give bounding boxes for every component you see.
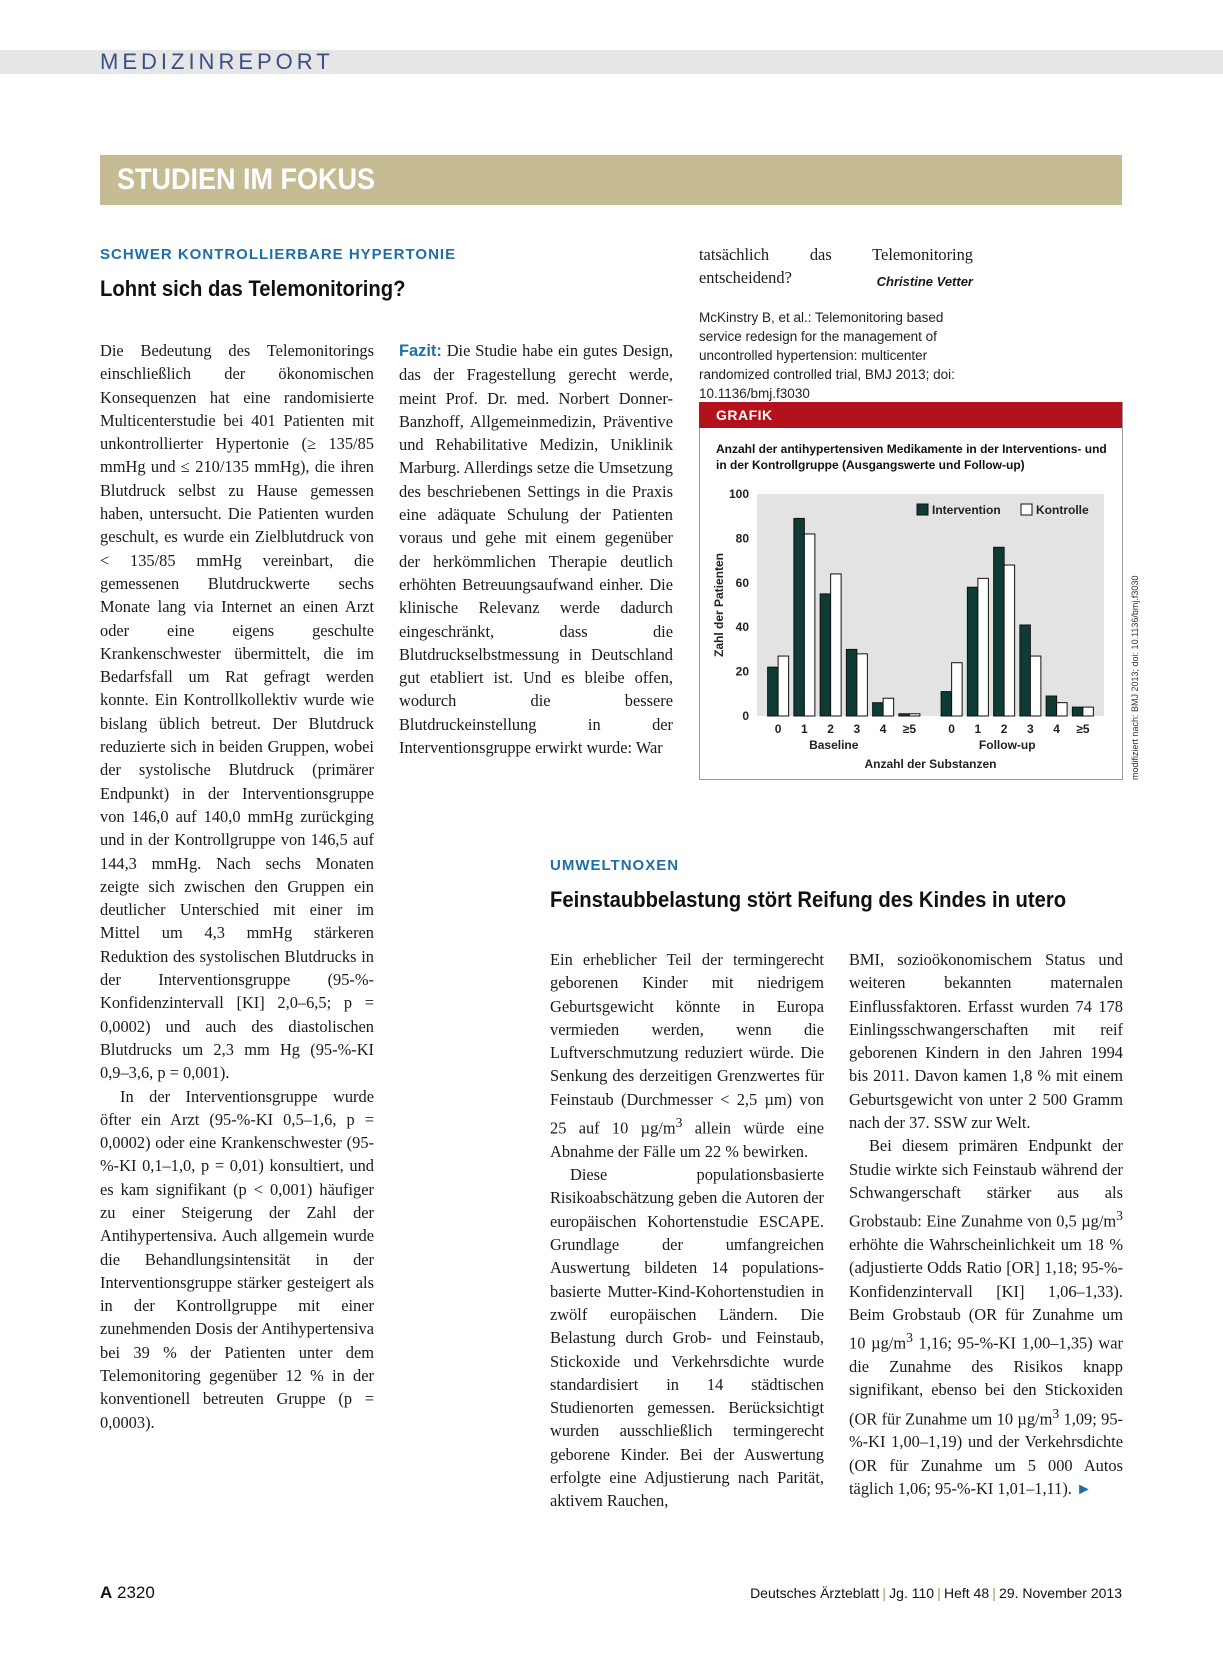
legend-swatch-intervention xyxy=(917,504,928,515)
group-label: Follow-up xyxy=(978,738,1036,752)
x-tick-label: ≥5 xyxy=(1076,722,1090,736)
x-tick-label: 1 xyxy=(974,722,982,736)
journal-name: Deutsches Ärzteblatt xyxy=(750,1585,880,1601)
y-axis-label: Zahl der Patienten xyxy=(712,552,726,658)
x-tick-label: 0 xyxy=(774,722,782,736)
fazit-label: Fazit: xyxy=(399,342,442,360)
y-tick-label: 80 xyxy=(735,531,749,546)
bar-intervention xyxy=(794,518,805,716)
article1-column-2 xyxy=(399,339,673,759)
y-tick-label: 40 xyxy=(735,620,749,635)
section-title: STUDIEN IM FOKUS xyxy=(117,163,376,196)
article2-kicker: UMWELTNOXEN xyxy=(550,857,680,874)
fazit-text: Die Studie habe ein gutes Design, das der Fragestellung gerecht werde, meint Prof. Dr. med. Norbert Donner-Banzhoff, Allgemeinmedizin, Präventive und Rehabilitative Medizin, Uniklinik Marburg. Allerdings setze die Umsetzung des beschriebenen Settings in die Praxis eine adäquate Schulung der Patienten voraus und gehe mit einem gegenüber der herkömmlichen Therapie deutlich erhöhten Betreuungsaufwand einher. Die klinische Relevanz werde dadurch eingeschränkt, dass die Blutdruckselbstmessung in Deutschland gut etabliert ist. Und es bleibe offen, wodurch die bessere Blutdruckeinstellung in der Interventionsgruppe erwirkt wurde: War xyxy=(399,341,673,758)
article1-headline: Lohnt sich das Telemonitoring? xyxy=(100,276,406,301)
chart-credit: modifiziert nach: BMJ 2013; doi: 10.1136/bmj.f3030 xyxy=(1130,575,1140,780)
article2-paragraph-1a: Ein erheblicher Teil der termingerecht geborenen Kinder mit niedrigem Geburtsgewicht könnte in Europa vermieden werden, wenn die Luftverschmutzung reduziert würde. Die Senkung des derzeitigen Grenzwertes für Feinstaub (Durchmesser < 2,5 µm) von 25 auf 10 µg/m xyxy=(550,950,824,1138)
bar-intervention xyxy=(768,667,779,716)
x-tick-label: 2 xyxy=(1000,722,1008,736)
y-tick-label: 20 xyxy=(735,664,749,679)
bar-intervention xyxy=(941,692,952,716)
article1-column-3 xyxy=(699,243,973,294)
issue-date: 29. November 2013 xyxy=(999,1585,1122,1601)
running-header: MEDIZINREPORT xyxy=(100,49,334,74)
page-number: A 2320 xyxy=(100,1583,155,1602)
x-tick-label: 3 xyxy=(853,722,861,736)
issue: Heft 48 xyxy=(943,1585,990,1601)
bar-kontrolle xyxy=(778,656,789,716)
author: Christine Vetter xyxy=(876,274,973,290)
x-tick-label: 4 xyxy=(1053,722,1060,736)
bar-kontrolle xyxy=(909,714,920,716)
legend-swatch-kontrolle xyxy=(1021,504,1032,515)
article1-paragraph-2: In der Interventionsgruppe wurde öfter ein Arzt (95-%-KI 0,5–1,6, p = 0,0002) oder eine Krankenschwester (95-%-KI 0,1–1,0, p = 0,01) konsultiert, und es kam signifikant (p < 0,001) häufiger zu einer Steigerung der Zahl der Antihypertensiva. Auch allgemein wurde die Behandlungsintensität in der Interventionsgruppe stärker gesteigert als in der Kontrollgruppe mit einer zunehmenden Dosis der Antihypertensiva bei 39 % der Patienten unter dem Telemonitoring gegenüber 12 % in der konventionell betreuten Gruppe (p = 0,0003). xyxy=(100,1086,374,1432)
bar-kontrolle xyxy=(1057,703,1068,716)
bar-intervention xyxy=(994,547,1005,716)
bar-intervention xyxy=(873,703,884,716)
x-tick-label: 2 xyxy=(827,722,834,736)
article2-paragraph-3: BMI, sozioökonomischem Status und weiteren bekannten maternalen Einflussfaktoren. Erfasst wurden 74 178 Einlingsschwangerschaften mit reif geborenen Kindern in den Jahren 1994 bis 2011. Davon kamen 1,8 % mit einem Geburtsgewicht von unter 2 500 Gramm nach der 37. SSW zur Welt. xyxy=(849,950,1123,1133)
chart-title: Anzahl der antihypertensiven Medikamente in der Interventions- und in der Kontrollgruppe (Ausgangswerte und Follow-up) xyxy=(716,442,1107,472)
grafik-label: GRAFIK xyxy=(716,407,773,423)
article2-column-2 xyxy=(849,948,1123,1501)
x-tick-label: 0 xyxy=(948,722,955,736)
bar-intervention xyxy=(820,594,831,716)
x-axis-label: Anzahl der Substanzen xyxy=(864,757,997,771)
bar-kontrolle xyxy=(804,534,815,716)
bar-intervention xyxy=(1020,625,1031,716)
article2-paragraph-1b: allein würde eine Abnahme der Fälle um 22 % bewirken. xyxy=(550,1118,824,1161)
article2-column-1 xyxy=(550,948,824,1513)
bar-kontrolle xyxy=(1004,565,1015,716)
bar-intervention xyxy=(1072,707,1083,716)
y-tick-label: 0 xyxy=(742,709,749,723)
bar-kontrolle xyxy=(857,654,868,716)
bar-kontrolle xyxy=(1030,656,1041,716)
bar-kontrolle xyxy=(952,663,963,716)
bar-kontrolle xyxy=(978,578,989,716)
x-tick-label: 1 xyxy=(801,722,808,736)
x-tick-label: 4 xyxy=(879,722,887,736)
article1-column-1 xyxy=(100,339,374,1434)
y-tick-label: 60 xyxy=(735,575,749,590)
bar-chart xyxy=(699,480,1121,780)
bar-intervention xyxy=(1046,696,1057,716)
bar-kontrolle xyxy=(883,698,894,716)
article1-kicker: SCHWER KONTROLLIERBARE HYPERTONIE xyxy=(100,246,457,263)
journal-footer: Deutsches Ärzteblatt | Jg. 110 | Heft 48 | 29. November 2013 xyxy=(750,1585,1122,1601)
legend-label-kontrolle: Kontrolle xyxy=(1036,503,1089,517)
x-tick-label: ≥5 xyxy=(902,722,917,736)
superscript: 3 xyxy=(675,1115,683,1131)
x-tick-label: 3 xyxy=(1027,722,1034,736)
group-label: Baseline xyxy=(809,738,859,752)
bar-intervention xyxy=(899,714,910,716)
article1-paragraph-1: Die Bedeutung des Telemonitorings einschließlich der ökonomischen Konsequenzen hat eine randomisierte Multicenterstudie bei 401 Patienten mit unkontrollierter Hypertonie (≥ 135/85 mmHg und ≤ 210/135 mmHg), die ihren Blutdruck selbst zu Hause gemessen haben, untersucht. Die Patienten wurden geschult, es wurde ein Zielblutdruck von < 135/85 mmHg vereinbart, die gemessenen Blutdruckwerte sechs Monate lang via Internet an einen Arzt oder eine eigens geschulte Krankenschwester übermittelt, die im Bedarfsfall um Rat gefragt werden konnte. Ein Kontrollkollektiv wurde wie bislang üblich betreut. Der Blutdruck reduzierte sich in beiden Gruppen, wobei der systolische Blutdruck (primärer Endpunkt) in der Interventionsgruppe von 146,0 auf 140,0 mmHg zurückging und in der Kontrollgruppe von 146,5 auf 144,3 mmHg. Nach sechs Monaten zeigte sich zwischen den Gruppen ein deutlicher Unterschied mit einer im Mittel um 4,3 mmHg stärkeren Reduktion des systolischen Blutdrucks in der Interventionsgruppe (95-%-Konfidenzintervall [KI] 2,0–6,5; p = 0,0002) und auch des diastolischen Blutdrucks um 2,3 mm Hg (95-%-KI 0,9–3,6, p = 0,001). xyxy=(100,341,374,1083)
legend-label-intervention: Intervention xyxy=(932,503,1001,517)
bar-kontrolle xyxy=(831,574,842,716)
reference: McKinstry B, et al.: Telemonitoring based service redesign for the management of uncontrolled hypertension: multicenter randomized controlled trial, BMJ 2013; doi: 10.1136/bmj.f3030 xyxy=(699,310,955,401)
y-tick-label: 100 xyxy=(728,487,749,501)
article1-column-3-text: tatsächlich das Telemonitoring entscheidend? xyxy=(699,245,973,288)
volume: Jg. 110 xyxy=(889,1585,935,1601)
bar-intervention xyxy=(846,649,857,716)
article2-paragraph-2: Diese populationsbasierte Risikoabschätzung geben die Autoren der europäischen Kohortenstudie ESCAPE. Grundlage der umfangreichen Auswertung bildeten 14 populations-basierte Mutter-Kind-Kohortenstudien in zwölf europäischen Ländern. Die Belastung durch Grob- und Feinstaub, Stickoxide und Verkehrsdichte wurde standardisiert in 14 städtischen Studienorten gemessen. Berücksichtigt wurden ausschließlich termingerecht geborene Kinder. Bei der Auswertung erfolgte eine Adjustierung nach Parität, aktivem Rauchen, xyxy=(550,1165,824,1511)
bar-intervention xyxy=(967,587,978,716)
continue-arrow-icon: ► xyxy=(1076,1480,1092,1498)
article2-paragraph-4: Bei diesem primären Endpunkt der Studie wirkte sich Feinstaub während der Schwangerschaft stärker aus als Grobstaub: Eine Zunahme von 0,5 $\mu g/m^3$ erhöhte die Wahrscheinlichkeit um 18 % (adjustierte Odds Ratio [OR] 1,18; 95-%-Konfidenzintervall [KI] 1,06–1,33). Beim Grobstaub (OR für Zunahme um 10 $\mu g/m^3$ 1,16; 95-%-KI 1,00–1,35) war die Zunahme des Risikos knapp signifikant, ebenso bei den Stickoxiden (OR für Zunahme um 10 $\mu g/m^3$ 1,09; 95-%-KI 1,00–1,19) und der Verkehrsdichte (OR für Zunahme um 5 000 Autos täglich 1,06; 95-%-KI 1,01–1,11). ► xyxy=(849,1136,1123,1498)
bar-kontrolle xyxy=(1083,707,1094,716)
article2-headline: Feinstaubbelastung stört Reifung des Kindes in utero xyxy=(550,887,1067,912)
